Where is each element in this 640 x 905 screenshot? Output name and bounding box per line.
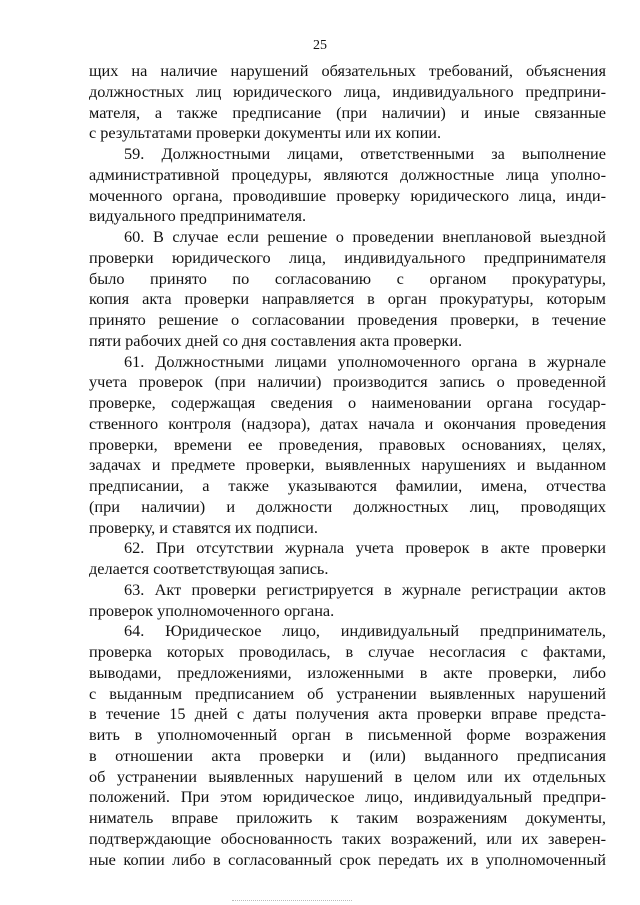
text-line: с результатами проверки документы или их копии. [89,123,442,143]
text-line: предписании, а также указываются фамилии, имена, отчества [89,476,606,495]
text-line: 64. Юридическое лицо, индивидуальный предприниматель, [124,621,606,641]
text-line: в течение 15 дней с даты получения акта проверки вправе предста- [89,704,606,724]
text-line: проверки юридического лица, индивидуального предпринимателя [89,247,606,267]
text-line: выводами, предложениями, изложенными в акте проверки, либо [89,662,606,682]
text-line: проверки, времени ее проведения, правовых основаниях, целях, [89,434,606,454]
text-line: моченного органа, проводившие проверку юридического лица, инди- [89,185,606,205]
text-line: проверке, содержащая сведения о наименовании органа государ- [89,393,606,412]
text-line: учета проверок (при наличии) производится запись о проведенной [89,372,606,392]
text-line: проверок уполномоченного органа. [89,600,335,620]
text-block [89,61,606,870]
text-line: задачах и предмете проверки, выявленных нарушениях и выданном [89,455,606,475]
text-line: принято решение о согласовании проведения проверки, в течение [89,310,606,329]
text-line: делается соответствующая запись. [89,559,329,578]
text-line: ные копии либо в согласованный срок передать их в уполномоченный [89,849,606,869]
text-line: проверку, и ставятся их подписи. [89,517,318,537]
text-line: 63. Акт проверки регистрируется в журнале регистрации актов [124,579,606,599]
text-line: 62. При отсутствии журнала учета проверок в акте проверки [124,538,606,558]
text-line: в отношении акта проверки и (или) выданного предписания [89,745,606,765]
text-line: 61. Должностными лицами уполномоченного органа в журнале [124,351,606,371]
text-line: вить в уполномоченный орган в письменной форме возражения [89,725,606,744]
scan-artifact-mark [232,900,352,903]
text-line: мателя, а также предписание (при наличии) и иные связанные [89,102,606,122]
text-line: 60. В случае если решение о проведении внеплановой выездной [124,227,606,246]
text-line: видуального предпринимателя. [89,206,307,226]
text-line: (при наличии) и должности должностных лиц, проводящих [89,496,606,516]
text-line: 59. Должностными лицами, ответственными за выполнение [124,144,606,163]
text-line: должностных лиц юридического лица, индивидуального предприни- [89,81,606,101]
text-line: ниматель вправе приложить к таким возражениям документы, [89,808,606,827]
text-line: об устранении выявленных нарушений в целом или их отдельных [89,766,606,786]
body-text [89,61,606,870]
text-line: копия акта проверки направляется в орган прокуратуры, которым [89,289,606,309]
text-line: пяти рабочих дней со дня составления акта проверки. [89,330,463,350]
text-line: было принято по согласованию с органом прокуратуры, [89,268,606,288]
text-line: положений. При этом юридическое лицо, индивидуальный предпри- [89,787,606,807]
text-line: щих на наличие нарушений обязательных требований, объяснения [89,61,606,80]
page-number: 25 [313,38,327,53]
text-line: проверка которых проводилась, в случае несогласия с фактами, [89,642,606,661]
text-line: подтверждающие обоснованность таких возражений, или их заверен- [89,828,606,848]
text-line: административной процедуры, являются должностные лица уполно- [89,164,606,184]
text-line: с выданным предписанием об устранении выявленных нарушений [89,683,606,703]
text-line: ственного контроля (надзора), датах начала и окончания проведения [89,413,606,433]
